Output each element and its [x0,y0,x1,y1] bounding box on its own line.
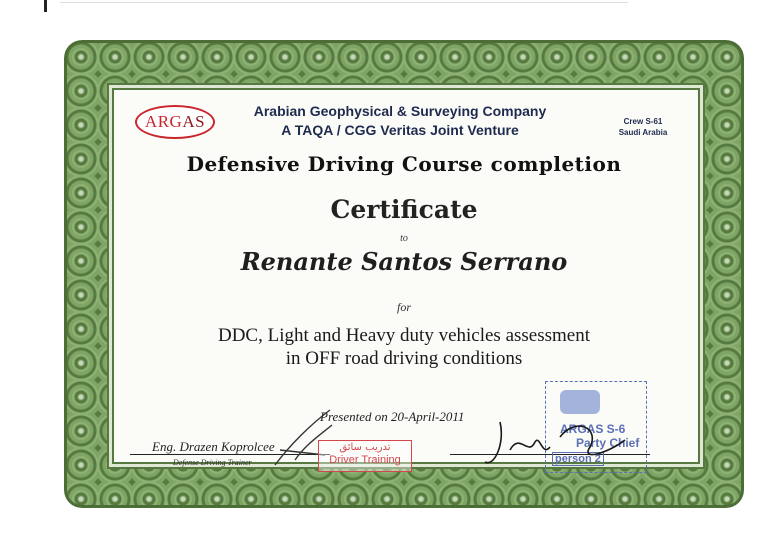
description-line-2: in OFF road driving conditions [285,348,523,369]
crew-country: Saudi Arabia [618,128,668,137]
description-line-1: DDC, Light and Heavy duty vehicles assessment [217,325,590,346]
crew-label [598,116,688,138]
company-name: Arabian Geophysical & Surveying Company [253,103,547,119]
to-label: to [400,233,408,244]
for-label: for [396,300,411,314]
driver-stamp-arabic: تدريب سائق [339,442,391,453]
argas-logo-text: ARGAS [144,112,206,131]
trainer-title: Defense Driving Trainer [173,458,252,467]
certificate-title: Certificate [330,195,478,224]
company-joint-venture: A TAQA / CGG Veritas Joint Venture [281,122,519,138]
recipient-name: Renante Santos Serrano [240,247,568,276]
page-edge-mark [44,0,47,12]
driver-training-stamp [318,440,412,472]
stamp-logo-icon [560,390,600,414]
stamp-party-title: Party Chief [576,436,640,450]
presented-date: Presented on 20-April-2011 [320,409,465,424]
driver-stamp-text: Driver Training [329,454,401,466]
trainer-name: Eng. Drazen Koprolcee [152,439,275,454]
company-header [220,102,580,140]
stamp-party-person: person 2 [552,452,604,466]
course-description [150,324,658,370]
scan-edge-line [60,2,628,3]
argas-logo [135,105,215,139]
party-chief-stamp [545,381,647,473]
crew-id: Crew S-61 [623,117,663,126]
course-title: Defensive Driving Course completion [186,152,622,176]
stamp-party-crew: ARGAS S-6 [560,422,626,436]
